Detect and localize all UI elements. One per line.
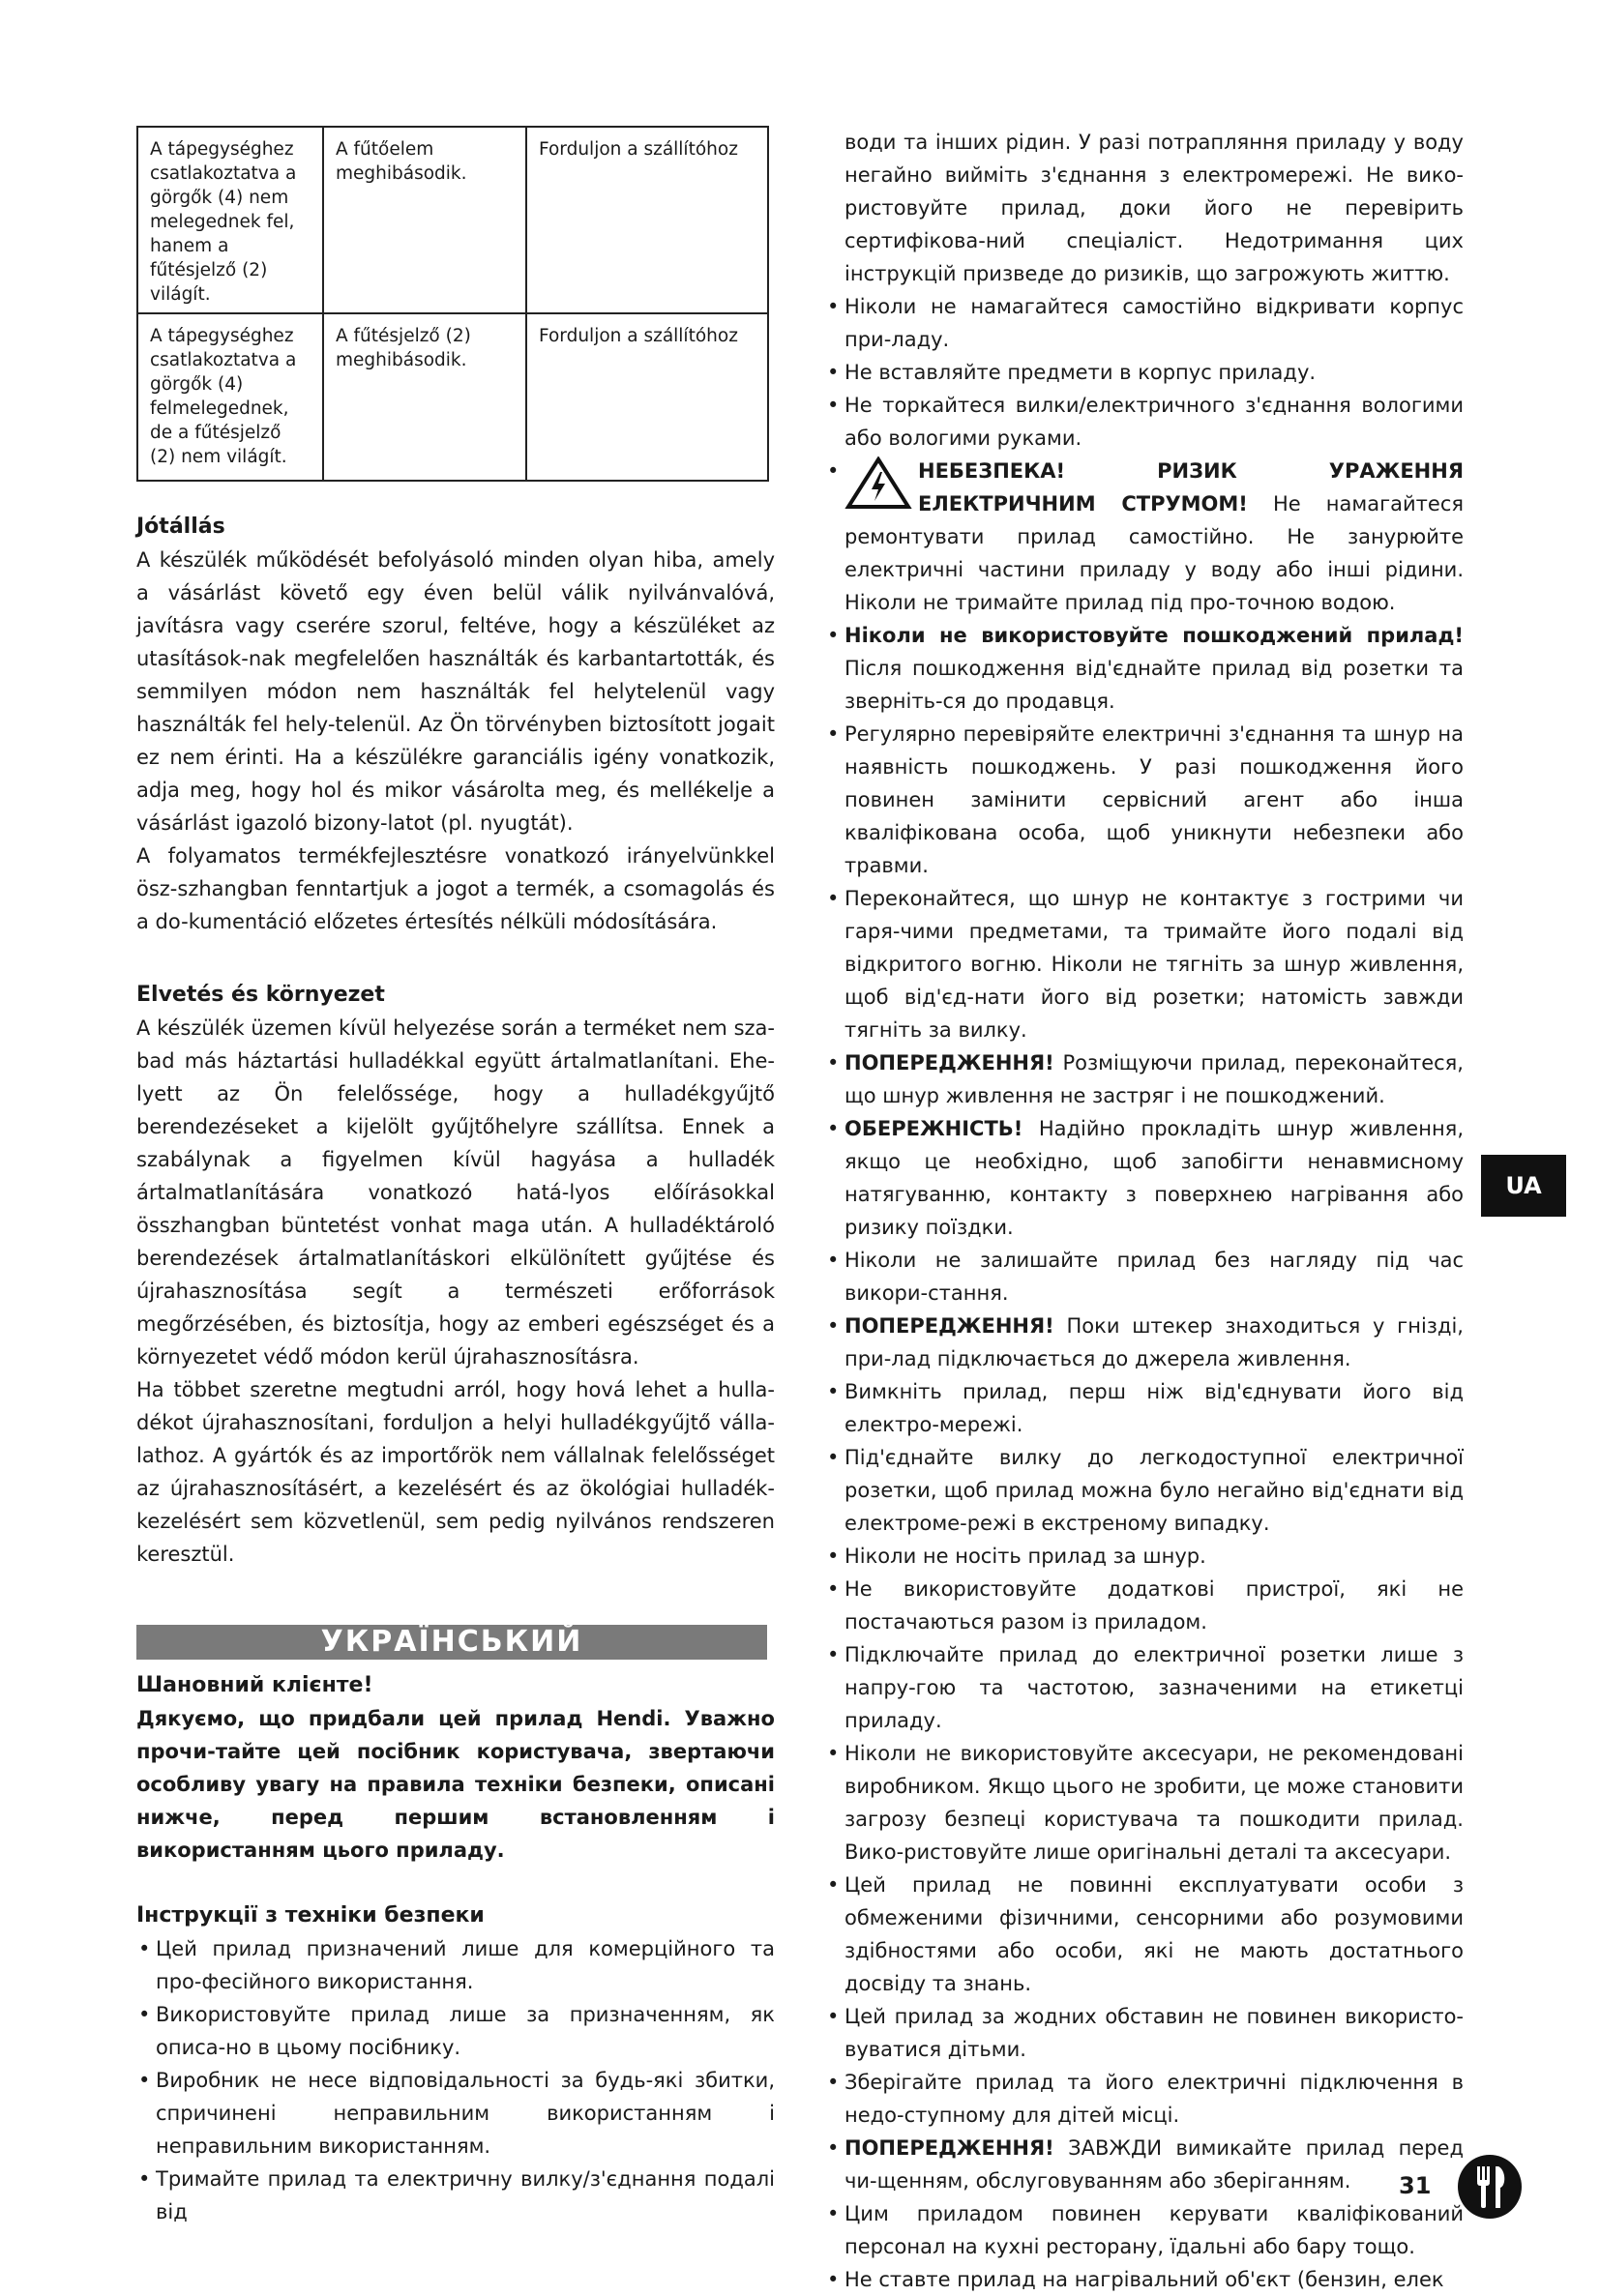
list-item: • Підключайте прилад до електричної розетки лише з напру-гою та частотою, зазначеними на етикетці приладу. (825, 1638, 1464, 1737)
safety-heading: Інструкції з техніки безпеки (136, 1903, 485, 1928)
damaged-text: Після пошкодження від'єднайте прилад від розетки та зверніть-ся до продавця. (844, 657, 1464, 713)
list-item: • Переконайтеся, що шнур не контактує з гострими чи гаря-чими предметами, та тримайте його подалі від відкритого вогню. Ніколи не тягніть за шнур живлення, щоб від'єд-нати його від розетки; натомість завжди тягніть за вилку. (825, 882, 1464, 1046)
list-item: • Тримайте прилад та електричну вилку/з'єднання подалі від (136, 2163, 775, 2228)
warning-label-3: ПОПЕРЕДЖЕННЯ! (844, 2136, 1054, 2160)
danger-label: НЕБЕЗПЕКА! РИЗИК УРАЖЕННЯ ЕЛЕКТРИЧНИМ СТРУМОМ! (918, 459, 1464, 515)
caution-text: Надійно прокладіть шнур живлення, якщо це необхідно, щоб запобігти ненавмисному натягуванню, контакту з поверхнею нагрівання або ризику поїздки. (844, 1117, 1464, 1239)
list-item: • Ніколи не залишайте прилад без нагляду під час викори-стання. (825, 1244, 1464, 1310)
list-item: • Ніколи не намагайтеся самостійно відкривати корпус при-ладу. (825, 290, 1464, 356)
list-item: • Використовуйте прилад лише за призначенням, як описа-но в цьому посібнику. (136, 1998, 775, 2064)
warning-label-2: ПОПЕРЕДЖЕННЯ! (844, 1314, 1054, 1338)
danger-text: Не намагайтеся ремонтувати прилад самостійно. Не занурюйте електричні частини приладу у воду або інші рідини. Ніколи не тримайте прилад під про-точною водою. (844, 492, 1464, 614)
list-item: • Цей прилад не повинні експлуатувати особи з обмеженими фізичними, сенсорними або розумовими здібностями або особи, які не мають достатнього досвіду та знань. (825, 1869, 1464, 2000)
warning-item (825, 1046, 1464, 1112)
table-row (137, 127, 768, 313)
list-item: • Виробник не несе відповідальності за будь-які збитки, спричинені неправильним використанням і неправильним використанням. (136, 2064, 775, 2163)
list-item: • Ніколи не використовуйте аксесуари, не рекомендовані виробником. Якщо цього не зробити, це може становити загрозу безпеці користувача та пошкодити прилад. Вико-ристовуйте лише оригінальні деталі та аксесуари. (825, 1737, 1464, 1869)
disposal-paragraph: A készülék üzemen kívül helyezése során a terméket nem sza-bad más háztartási hulladékkal együtt ártalmatlanítani. Ehe-lyett az Ön felelőssége, hogy a hulladékgyűjtő berendezéseket a kijelölt gyűjtőhelyre szállítsa. Ennek a szabálynak a figyelmen kívül hagyása a hulladék ártalmatlanítására vonatkozó hatá-lyos előírásokkal összhangban büntetést vonhat maga után. A hulladéktároló berendezések ártalmatlanításkori elkülönített gyűjtése és újrahasznosítása segít a természeti erőforrások megőrzésében, és biztosítja, hogy az emberi egészséget és a környezetet védő módon kerül újrahasznosításra. (136, 1016, 775, 1369)
electric-shock-warning-icon (844, 456, 912, 511)
damaged-item (825, 619, 1464, 718)
left-column (136, 126, 775, 2228)
disposal-paragraph-2: Ha többet szeretne megtudni arról, hogy hová lehet a hulla-dékot újrahasznosítani, forduljon a helyi hulladékgyűjtő vállа-lathoz. A gyártók és az importőrök nem vállalnak felelősséget az újrahasznosításért, a kezelésért és az ökológiai hulladék-kezelésért sem közvetlenül, sem pedig nyilvános rendszeren keresztül. (136, 1378, 775, 1566)
list-item: • Не ставте прилад на нагрівальний об'єкт (бензин, елек (825, 2263, 1464, 2296)
table-cell-cause: A fűtésjelző (2) meghibásodik. (323, 313, 526, 481)
table-cell-solution: Forduljon a szállítóhoz (526, 127, 768, 313)
table-cell-problem: A tápegységhez csatlakoztatva a görgők (4) felmelegednek, de a fűtésjelző (2) nem világít. (137, 313, 323, 481)
danger-item (825, 455, 1464, 619)
warranty-paragraph: A készülék működését befolyásoló minden olyan hiba, amely a vásárlást követő egy éven belül válik nyilvánvalóvá, javításra vagy cserére szorul, feltéve, hogy a készüléket az utasítások-nak megfelelően használták és karbantartották, és semmilyen módon nem használták fel helytelenül vagy használták fel hely-telenül. Az Ön törvényben biztosított jogait ez nem érinti. Ha a készülékre garanciális igény vonatkozik, adja meg, hogy hol és mikor vásárolta meg, és mellékelje a vásárlást igazoló bizony-latot (pl. nyugtát). (136, 548, 775, 835)
warning-item-3 (825, 2132, 1464, 2197)
damaged-label: Ніколи не використовуйте пошкоджений прилад! (844, 624, 1464, 647)
warning-item-2 (825, 1310, 1464, 1375)
caution-label: ОБЕРЕЖНІСТЬ! (844, 1117, 1023, 1140)
list-item: • Вимкніть прилад, перш ніж від'єднувати його від електро-мережі. (825, 1375, 1464, 1441)
list-item: • Регулярно перевіряйте електричні з'єднання та шнур на наявність пошкоджень. У разі пошкодження його повинен замінити сервісний агент або інша кваліфікована особа, щоб уникнути небезпеки або травми. (825, 718, 1464, 882)
list-item: • Під'єднайте вилку до легкодоступної електричної розетки, щоб прилад можна було негайно від'єднати від електроме-режі в екстреному випадку. (825, 1441, 1464, 1540)
safety-list-right (825, 290, 1464, 2296)
continued-paragraph: води та інших рідин. У разі потрапляння приладу у воду негайно вийміть з'єднання з електромережі. Не вико-ристовуйте прилад, доки його не перевірить сертифікова-ний спеціаліст. Недотримання цих інструкцій призведе до ризиків, що загрожують життю. (844, 131, 1464, 285)
list-item: • Не використовуйте додаткові пристрої, які не постачаються разом із приладом. (825, 1573, 1464, 1638)
caution-item (825, 1112, 1464, 1244)
right-column (825, 126, 1464, 2296)
list-item: • Зберігайте прилад та його електричні підключення в недо-ступному для дітей місці. (825, 2066, 1464, 2132)
table-cell-cause: A fűtőelem meghibásodik. (323, 127, 526, 313)
warranty-paragraph-2: A folyamatos termékfejlesztésre vonatkozó irányelvünkkel ösz-szhangban fenntartjuk a jogot a termék, a csomagolás és a do-kumentáció előzetes értesítés nélküli módosítására. (136, 844, 775, 933)
intro-paragraph: Дякуємо, що придбали цей прилад Hendi. Уважно прочи-тайте цей посібник користувача, звертаючи особливу увагу на правила техніки безпеки, описані нижче, перед першим встановленням і використанням цього приладу. (136, 1707, 775, 1862)
table-cell-problem: A tápegységhez csatlakoztatva a görgők (4) nem melegednek fel, hanem a fűtésjelző (2) világít. (137, 127, 323, 313)
table-cell-solution: Forduljon a szállítóhoz (526, 313, 768, 481)
list-item: • Цей прилад призначений лише для комерційного та про-фесійного використання. (136, 1932, 775, 1998)
table-row (137, 313, 768, 481)
warning-label: ПОПЕРЕДЖЕННЯ! (844, 1051, 1054, 1074)
warning-text-2: Поки штекер знаходиться у гнізді, при-лад підключається до джерела живлення. (844, 1314, 1464, 1370)
ukrainian-section-heading: УКРАЇНСЬКИЙ (136, 1625, 767, 1660)
list-item: • Не вставляйте предмети в корпус приладу. (825, 356, 1464, 389)
warranty-heading: Jótállás (136, 515, 225, 539)
list-item: • Не торкайтеся вилки/електричного з'єднання вологими або вологими руками. (825, 389, 1464, 455)
list-item: • Цим приладом повинен керувати кваліфікований персонал на кухні ресторану, їдальні або бару тощо. (825, 2197, 1464, 2263)
greeting: Шановний клієнте! (136, 1673, 373, 1697)
warning-text: Розміщуючи прилад, переконайтеся, що шнур живлення не застряг і не пошкоджений. (844, 1051, 1464, 1107)
list-item: • Цей прилад за жодних обставин не повинен використо-вуватися дітьми. (825, 2000, 1464, 2066)
safety-list-left (136, 1932, 775, 2228)
troubleshooting-table (136, 126, 769, 482)
cutlery-logo-icon (1456, 2153, 1524, 2221)
page-number: 31 (1399, 2172, 1432, 2199)
warning-text-3: ЗАВЖДИ вимикайте прилад перед чи-щенням, обслуговуванням або зберіганням. (844, 2136, 1464, 2193)
disposal-heading: Elvetés és környezet (136, 983, 385, 1007)
language-tab: UA (1481, 1155, 1566, 1217)
list-item: • Ніколи не носіть прилад за шнур. (825, 1540, 1464, 1573)
